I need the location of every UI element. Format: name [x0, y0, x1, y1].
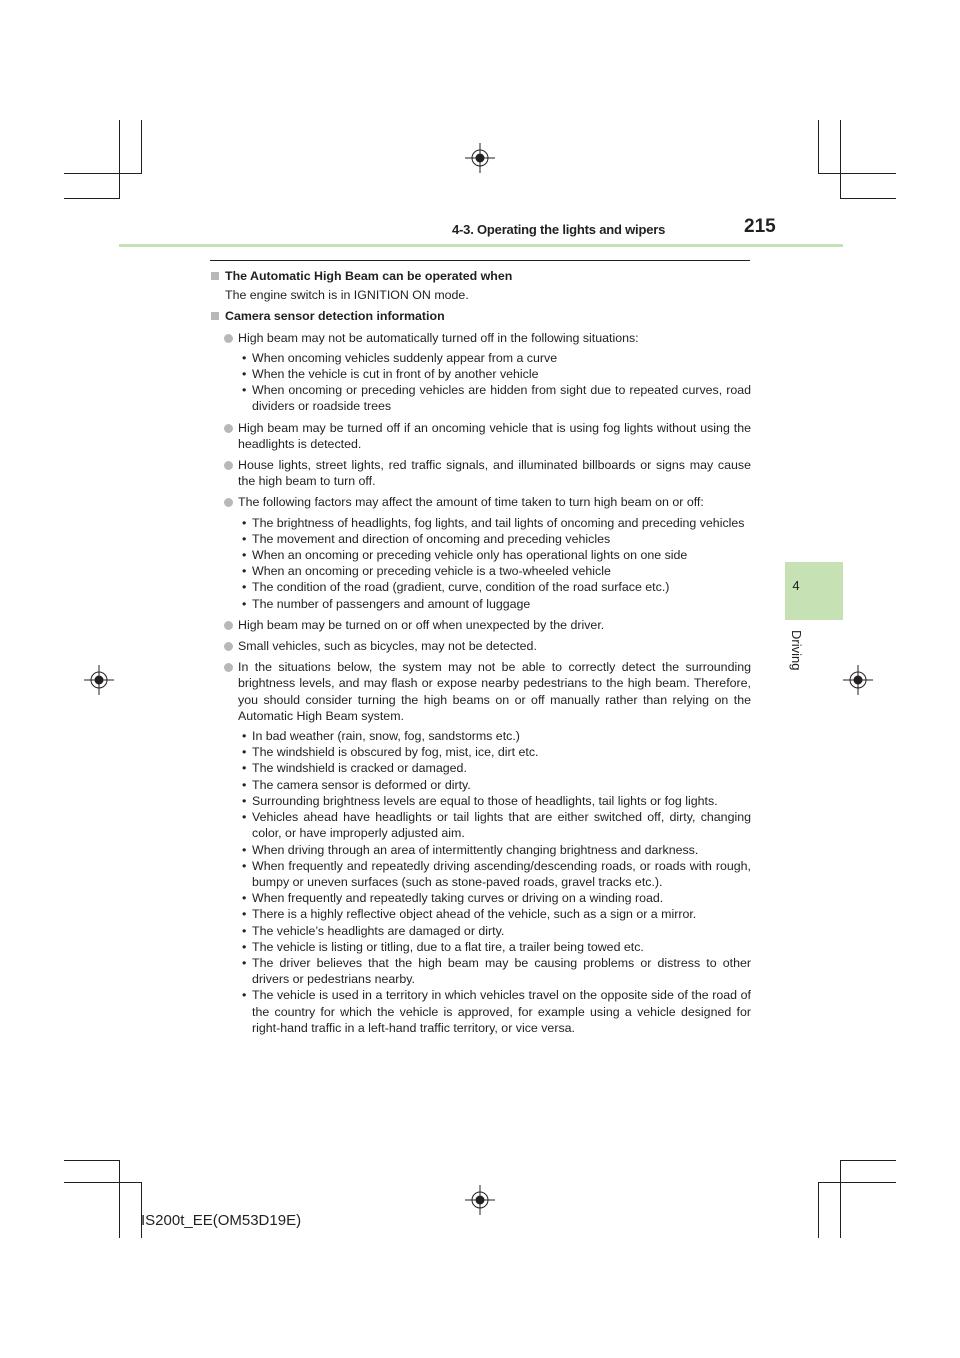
bullet-text: House lights, street lights, red traffic signals, and illuminated billboards or signs may cause the high beam to turn off. [238, 458, 751, 489]
registration-target-icon [465, 1185, 495, 1215]
list-item: • The vehicle is listing or titling, due to a flat tire, a trailer being towed etc. [210, 939, 751, 955]
registration-target-icon [84, 665, 114, 695]
list-item: • Surrounding brightness levels are equal to those of headlights, tail lights or fog lights. [210, 793, 751, 809]
section-heading [210, 308, 751, 324]
crop-mark [64, 1160, 120, 1161]
crop-mark [818, 120, 819, 173]
section-heading-text: The Automatic High Beam can be operated when [225, 269, 513, 283]
square-bullet-icon [211, 312, 219, 320]
registration-target-icon [465, 143, 495, 173]
list-item: • The brightness of headlights, fog lights, and tail lights of oncoming and preceding vehicles [210, 515, 751, 531]
crop-mark [840, 198, 896, 199]
list-item: • When an oncoming or preceding vehicle is a two-wheeled vehicle [210, 563, 751, 579]
list-item: • The camera sensor is deformed or dirty. [210, 777, 751, 793]
list-item: • When frequently and repeatedly driving ascending/descending roads, or roads with rough, bumpy or uneven surfaces (such as stone-paved roads, gravel tracks etc.). [210, 858, 751, 890]
crop-mark [818, 173, 896, 174]
section-heading [210, 268, 751, 284]
circle-bullet-icon [224, 621, 233, 630]
crop-mark [818, 1182, 819, 1238]
document-code: IS200t_EE(OM53D19E) [141, 1212, 302, 1229]
list-item: • When driving through an area of intermittently changing brightness and darkness. [210, 842, 751, 858]
bullet-paragraph [210, 494, 751, 510]
chapter-label: Driving [789, 630, 804, 671]
section-text: The engine switch is in IGNITION ON mode. [225, 288, 469, 303]
bullet-text: The following factors may affect the amount of time taken to turn high beam on or off: [238, 495, 704, 510]
list-item: • There is a highly reflective object ahead of the vehicle, such as a sign or a mirror. [210, 906, 751, 922]
bullet-paragraph [210, 617, 751, 633]
bullet-text: In the situations below, the system may not be able to correctly detect the surrounding brightness levels, and may flash or expose nearby pedestrians to the high beam. Therefore, you should consider turning the high beams on or off manually rather than relying on the Automatic High Beam system. [238, 660, 751, 723]
crop-mark [64, 1182, 142, 1183]
sub-item-list [210, 350, 751, 415]
bullet-text: High beam may be turned off if an oncoming vehicle that is using fog lights without using the headlights is detected. [238, 420, 751, 451]
circle-bullet-icon [224, 424, 233, 433]
sub-item-list [210, 515, 751, 612]
registration-target-icon [843, 665, 873, 695]
bullet-text: High beam may be turned on or off when unexpected by the driver. [238, 617, 605, 632]
circle-bullet-icon [224, 461, 233, 470]
list-item: • When oncoming or preceding vehicles are hidden from sight due to repeated curves, road dividers or roadside trees [210, 382, 751, 414]
circle-bullet-icon [224, 663, 233, 672]
sub-item-list [210, 728, 751, 1036]
circle-bullet-icon [224, 642, 233, 651]
crop-mark [141, 1182, 142, 1238]
chapter-label-wrap [787, 630, 807, 690]
crop-mark [119, 1160, 120, 1238]
crop-mark [840, 1160, 896, 1161]
square-bullet-icon [211, 272, 219, 280]
content-rule [210, 260, 750, 261]
list-item: • The vehicle is used in a territory in which vehicles travel on the opposite side of the road of the country for which the vehicle is approved, for example using a vehicle designed for right-hand traffic in a left-hand traffic territory, or vice versa. [210, 987, 751, 1036]
list-item: • The number of passengers and amount of luggage [210, 596, 751, 612]
circle-bullet-icon [224, 334, 233, 343]
chapter-tab [785, 562, 843, 620]
list-item: • The driver believes that the high beam may be causing problems or distress to other drivers or pedestrians nearby. [210, 955, 751, 987]
bullet-paragraph [210, 659, 751, 724]
bullet-paragraph [210, 457, 751, 489]
crop-mark [141, 120, 142, 173]
list-item: • In bad weather (rain, snow, fog, sandstorms etc.) [210, 728, 751, 744]
list-item: • The movement and direction of oncoming and preceding vehicles [210, 531, 751, 547]
crop-mark [119, 120, 120, 199]
crop-mark [840, 1160, 841, 1238]
section-title: 4-3. Operating the lights and wipers [452, 222, 666, 237]
list-item: • The windshield is cracked or damaged. [210, 760, 751, 776]
bullet-paragraph [210, 330, 751, 346]
bullet-text: Small vehicles, such as bicycles, may not be detected. [238, 639, 537, 654]
crop-mark [64, 198, 120, 199]
bullet-text: High beam may not be automatically turned off in the following situations: [238, 330, 639, 345]
circle-bullet-icon [224, 498, 233, 507]
crop-mark [818, 1182, 896, 1183]
list-item: • The condition of the road (gradient, curve, condition of the road surface etc.) [210, 579, 751, 595]
crop-mark [64, 173, 142, 174]
bullet-paragraph [210, 420, 751, 452]
list-item: • When frequently and repeatedly taking curves or driving on a winding road. [210, 890, 751, 906]
page-content [210, 268, 751, 1036]
list-item: • The vehicle’s headlights are damaged or dirty. [210, 923, 751, 939]
page-number: 215 [744, 216, 776, 237]
crop-mark [840, 120, 841, 199]
list-item: • Vehicles ahead have headlights or tail lights that are either switched off, dirty, changing color, or have improperly adjusted aim. [210, 809, 751, 841]
section-heading-text: Camera sensor detection information [225, 309, 445, 324]
bullet-paragraph [210, 638, 751, 654]
list-item: • The windshield is obscured by fog, mist, ice, dirt etc. [210, 744, 751, 760]
list-item: • When oncoming vehicles suddenly appear from a curve [210, 350, 751, 366]
list-item: • When an oncoming or preceding vehicle only has operational lights on one side [210, 547, 751, 563]
chapter-number: 4 [792, 578, 800, 593]
header-rule [119, 244, 843, 247]
list-item: • When the vehicle is cut in front of by another vehicle [210, 366, 751, 382]
